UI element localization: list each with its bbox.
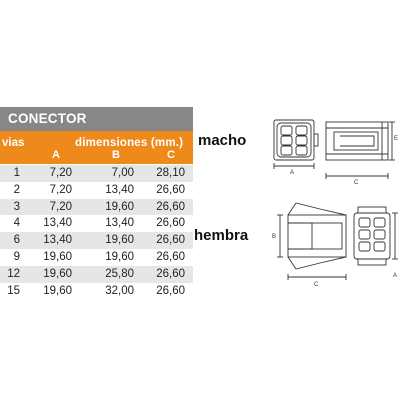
female-top-latch — [288, 203, 346, 215]
female-side-window — [312, 223, 342, 249]
male-front-body — [274, 120, 314, 160]
dim-label-a: A — [290, 170, 295, 176]
female-socket — [359, 218, 370, 227]
cell-a: 19,60 — [43, 284, 72, 297]
female-socket — [374, 218, 385, 227]
cell-b: 19,60 — [105, 250, 134, 263]
female-side-body — [288, 215, 346, 257]
cell-a: 7,20 — [49, 200, 72, 213]
cell-vias: 9 — [13, 250, 20, 263]
male-pin — [281, 126, 292, 135]
female-socket — [359, 230, 370, 239]
connector-table — [0, 107, 193, 299]
cell-c: 26,60 — [156, 183, 185, 196]
cell-a: 13,40 — [43, 234, 72, 247]
table-row — [0, 266, 193, 283]
table-row — [0, 249, 193, 266]
dim-label-c: C — [314, 282, 319, 288]
dim-label-a: A — [393, 273, 398, 279]
cell-c: 26,60 — [156, 267, 185, 280]
cell-c: 26,60 — [156, 217, 185, 230]
cell-a: 7,20 — [49, 167, 72, 179]
header-col-c: C — [167, 149, 175, 161]
cell-a: 13,40 — [43, 217, 72, 230]
header-dimensiones: dimensiones (mm.) — [75, 137, 184, 149]
table-row — [0, 215, 193, 232]
cell-vias: 15 — [7, 284, 20, 297]
female-bottom-latch — [288, 257, 346, 269]
cell-c: 28,10 — [156, 167, 185, 179]
dim-label-e: E — [394, 136, 399, 142]
cell-a: 19,60 — [43, 267, 72, 280]
table-row — [0, 283, 193, 300]
male-pin — [296, 126, 307, 135]
male-pin — [296, 146, 307, 155]
table-title: CONECTOR — [0, 107, 193, 131]
male-side-latch — [340, 136, 374, 146]
cell-b: 13,40 — [105, 183, 134, 196]
cell-b: 25,80 — [105, 267, 134, 280]
cell-vias: 2 — [13, 183, 20, 196]
table-row — [0, 232, 193, 249]
female-front-top-tab — [358, 207, 386, 213]
table-row — [0, 199, 193, 216]
cell-vias: 6 — [13, 234, 20, 247]
cell-c: 26,60 — [156, 200, 185, 213]
female-front-bottom-tab — [358, 259, 386, 265]
label-hembra: hembra — [194, 227, 249, 244]
cell-vias: 4 — [13, 217, 20, 230]
male-front-inner — [277, 123, 311, 157]
cell-b: 19,60 — [105, 234, 134, 247]
cell-vias: 1 — [13, 167, 20, 179]
cell-b: 7,00 — [111, 167, 134, 179]
cell-vias: 3 — [13, 200, 20, 213]
cell-c: 26,60 — [156, 234, 185, 247]
male-pin — [281, 146, 292, 155]
cell-vias: 12 — [7, 267, 20, 280]
female-socket — [374, 242, 385, 251]
female-connector-drawing — [262, 193, 400, 293]
table-row — [0, 165, 193, 182]
female-socket — [374, 230, 385, 239]
dim-label-b: B — [272, 234, 277, 240]
female-socket — [359, 242, 370, 251]
cell-a: 7,20 — [49, 183, 72, 196]
table-header — [0, 131, 193, 164]
cell-b: 13,40 — [105, 217, 134, 230]
dim-label-c: C — [354, 180, 359, 186]
male-connector-drawing — [262, 106, 400, 186]
table-row — [0, 182, 193, 199]
male-pin — [296, 136, 307, 145]
male-latch — [314, 134, 318, 146]
cell-c: 26,60 — [156, 250, 185, 263]
table-body — [0, 165, 193, 299]
male-side-window — [334, 132, 378, 150]
male-pin — [281, 136, 292, 145]
cell-a: 19,60 — [43, 250, 72, 263]
label-macho: macho — [198, 132, 247, 149]
cell-b: 32,00 — [105, 284, 134, 297]
header-vias: vias — [2, 137, 25, 149]
cell-b: 19,60 — [105, 200, 134, 213]
cell-c: 26,60 — [156, 284, 185, 297]
header-col-b: B — [112, 149, 120, 161]
header-col-a: A — [52, 149, 60, 161]
